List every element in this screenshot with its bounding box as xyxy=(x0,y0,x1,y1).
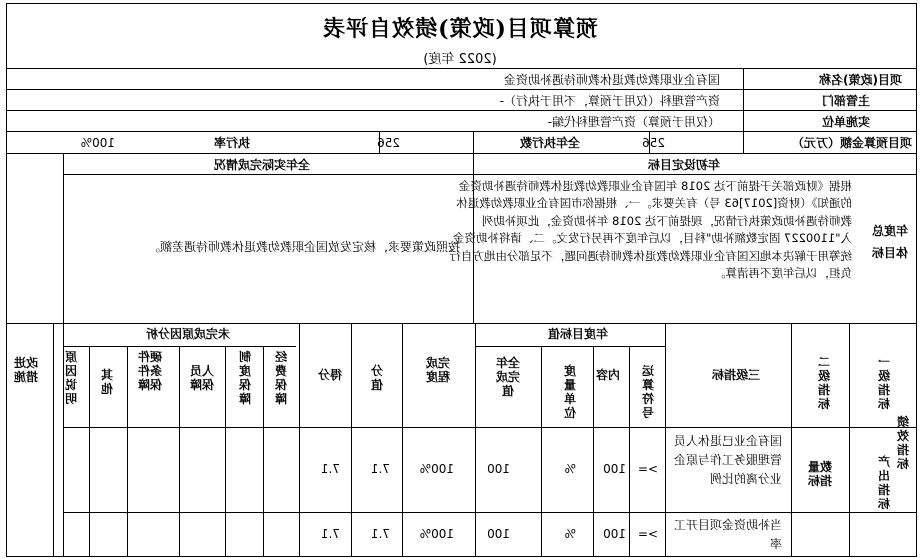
got-header: 得分 xyxy=(317,368,342,382)
row1-level1: 产出指标 xyxy=(878,455,891,511)
year-subtitle: (2022 年度) xyxy=(423,52,497,67)
unit-label: 实施单位 xyxy=(821,115,870,129)
reasons-header: 未完成原因分析 xyxy=(145,327,230,341)
row1-got: 7.1 xyxy=(320,462,340,476)
planned-text: 根据《财政部关于提前下达 2018 年国有企业职教幼教退休教师待遇补助资金的通知》（财资[2017]63 号）有关要求。一、根据你市国有企业职教幼教退休教师待遇补助政策执行情况，现提前下达 2018 年补助资金，此项补助列入"1100227 固定数额补助"科目，以后年度不再另行发文。二、请将补助资金统筹用于解决本地区国有企业职教幼教退休教师待遇问题，不足部分由地方自行负担，以后年度不再清算。 xyxy=(449,179,852,281)
r-system-header: 制度保障 xyxy=(239,350,252,406)
row2-rate: 100% xyxy=(419,527,454,541)
name-value: 国有企业职教幼教退休教师待遇补助资金 xyxy=(503,73,720,87)
planned-header: 年初设定目标 xyxy=(647,158,720,172)
completion-rate-header: 完成程度 xyxy=(425,356,450,384)
r-other-header: 其他 xyxy=(101,368,114,396)
row1-operator: >= xyxy=(637,462,658,476)
actual-text: 按照政策要求，核定发放国企职教幼教退休教师待遇差额。 xyxy=(147,240,460,254)
row1-level3: 国有企业已退休人员管理服务工作与原企业分离的比例 xyxy=(673,434,782,486)
rate-label: 执行率 xyxy=(213,136,250,150)
name-label: 项目(政策)名称 xyxy=(819,73,902,87)
unit-header: 度量单位 xyxy=(564,364,577,420)
level2-header: 二级指标 xyxy=(818,355,831,411)
row2-score: 7.1 xyxy=(370,527,390,541)
row2-operator: >= xyxy=(637,527,658,541)
exec-value: 256 xyxy=(377,136,400,150)
row2-completed: 100 xyxy=(487,527,510,541)
level1-header: 一级指标 xyxy=(878,355,891,411)
measures-header: 改进措施 xyxy=(14,356,39,384)
dept-label: 主管部门 xyxy=(821,94,870,108)
row1-completed: 100 xyxy=(487,462,510,476)
row2-got: 7.1 xyxy=(320,527,340,541)
annual-target-header: 年度目标值 xyxy=(547,327,608,341)
exec-label: 全年执行数 xyxy=(519,136,580,150)
r-hardware-header: 硬件条件保障 xyxy=(138,350,163,392)
row2-level3: 当补助资金项目开工率 xyxy=(673,518,782,551)
row1-unit: % xyxy=(564,462,576,476)
unit-value: （仅用于预算）资产管理科代编- xyxy=(547,115,720,129)
dept-value: 资产管理科（仅用于预算，不用于执行）- xyxy=(499,94,720,108)
budget-value: 256 xyxy=(642,136,665,150)
operator-header: 运算符号 xyxy=(642,364,655,420)
indicator-section-label: 绩效指标 xyxy=(897,415,910,471)
row1-level2: 数量指标 xyxy=(808,460,833,488)
page-title: 预算项目(政策)绩效自评表 xyxy=(322,16,598,42)
annual-goal-label: 年度总体目标 xyxy=(871,224,908,260)
row1-score: 7.1 xyxy=(370,462,390,476)
content-header: 内容 xyxy=(595,368,620,382)
completed-header: 全年完成值 xyxy=(495,356,520,398)
row2-content: 100 xyxy=(603,527,626,541)
actual-header: 全年实际完成情况 xyxy=(213,158,310,172)
row2-unit: % xyxy=(564,527,576,541)
r-explain-header: 原因说明 xyxy=(65,350,78,406)
level3-header: 三级指标 xyxy=(711,368,760,382)
score-header: 分值 xyxy=(371,364,384,392)
r-staff-header: 人员保障 xyxy=(190,364,215,392)
row1-rate: 100% xyxy=(419,462,454,476)
rate-value: 100% xyxy=(80,136,115,150)
row1-content: 100 xyxy=(603,462,626,476)
budget-label: 项目预算金额（万元） xyxy=(791,136,912,150)
r-funds-header: 经费保障 xyxy=(275,350,288,406)
